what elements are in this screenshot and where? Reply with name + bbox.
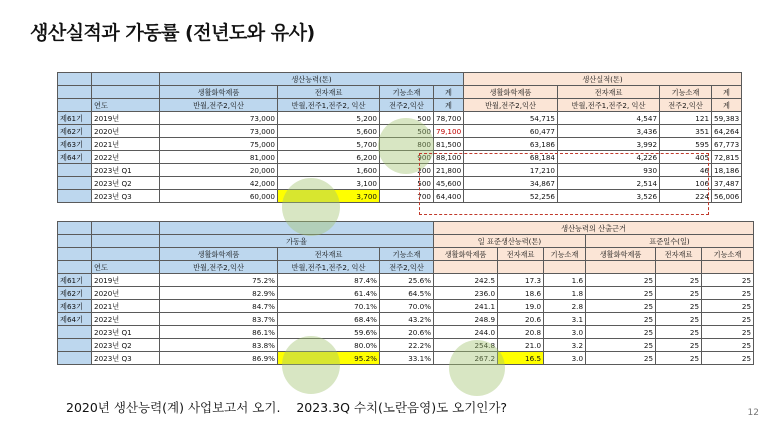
value-cell: 6,200 [278,151,380,164]
year-header: 연도 [92,99,160,112]
year-cell: 2022년 [92,313,160,326]
col-header: 기능소재 [660,86,712,99]
value-cell: 72,815 [712,151,742,164]
value-cell: 21,800 [434,164,464,177]
value-cell: 3.1 [544,313,586,326]
value-cell: 75.2% [160,274,278,287]
blank-header [58,99,92,112]
value-cell: 19.0 [498,300,544,313]
value-cell: 34,867 [464,177,558,190]
group-header-utilization: 가동율 [160,235,434,248]
footnote: 2020년 생산능력(계) 사업보고서 오기. 2023.3Q 수치(노란음영)도 오기인가? [66,400,508,415]
blank-header [58,248,92,261]
value-cell: 68,184 [464,151,558,164]
value-cell: 25 [586,339,656,352]
value-cell: 3,436 [558,125,660,138]
value-cell: 84.7% [160,300,278,313]
value-cell: 21.0 [498,339,544,352]
value-cell: 25 [702,274,754,287]
value-cell: 2,514 [558,177,660,190]
value-cell: 60,000 [160,190,278,203]
col-header: 계 [434,86,464,99]
year-cell: 2022년 [92,151,160,164]
sub-header: 전주2,익산 [380,261,434,274]
table-row [58,287,754,300]
value-cell: 86.9% [160,352,278,365]
group-header-standard-capacity: 일 표준생산능력(톤) [434,235,586,248]
col-header: 전자재료 [278,248,380,261]
blank-header [586,261,656,274]
table-row [58,339,754,352]
value-cell: 18,186 [712,164,742,177]
value-cell: 121 [660,112,712,125]
term-cell: 제62기 [58,287,92,300]
value-cell: 59.6% [278,326,380,339]
value-cell: 60,477 [464,125,558,138]
col-header: 전자재료 [558,86,660,99]
group-header-production: 생산실적(톤) [464,73,742,86]
col-header: 생활화학제품 [160,248,278,261]
year-cell: 2023년 Q1 [92,164,160,177]
value-cell: 25 [586,326,656,339]
value-cell: 224 [660,190,712,203]
value-cell: 500 [380,125,434,138]
value-cell: 86.1% [160,326,278,339]
year-cell: 2020년 [92,125,160,138]
value-cell: 79,100 [434,125,464,138]
value-cell: 64,264 [712,125,742,138]
value-cell: 68.4% [278,313,380,326]
blank-header [58,235,92,248]
sub-header: 반월,전주2,익산 [464,99,558,112]
group-header-capacity: 생산능력(톤) [160,73,464,86]
term-cell: 제61기 [58,274,92,287]
value-cell: 3,100 [278,177,380,190]
value-cell: 25 [656,300,702,313]
term-cell: 제64기 [58,313,92,326]
value-cell: 88,100 [434,151,464,164]
term-cell [58,164,92,177]
value-cell: 95.2% [278,352,380,365]
value-cell: 25 [586,274,656,287]
value-cell: 3.0 [544,352,586,365]
value-cell: 25 [702,352,754,365]
blank-header [58,73,92,86]
value-cell: 20,000 [160,164,278,177]
value-cell: 80.0% [278,339,380,352]
value-cell: 64.5% [380,287,434,300]
value-cell: 500 [380,177,434,190]
term-cell: 제63기 [58,138,92,151]
col-header: 전자재료 [498,248,544,261]
col-header: 생활화학제품 [160,86,278,99]
year-cell: 2023년 Q1 [92,326,160,339]
table-row [58,274,754,287]
term-cell [58,352,92,365]
value-cell: 25 [702,326,754,339]
value-cell: 236.0 [434,287,498,300]
value-cell: 81,000 [160,151,278,164]
blank-header [92,222,160,235]
col-header: 기능소재 [380,86,434,99]
value-cell: 3,526 [558,190,660,203]
value-cell: 500 [380,112,434,125]
value-cell: 700 [380,190,434,203]
value-cell: 25 [586,352,656,365]
value-cell: 241.1 [434,300,498,313]
value-cell: 17.3 [498,274,544,287]
value-cell: 25 [702,300,754,313]
year-cell: 2019년 [92,112,160,125]
value-cell: 70.0% [380,300,434,313]
value-cell: 83.7% [160,313,278,326]
year-cell: 2020년 [92,287,160,300]
sub-header: 전주2,익산 [380,99,434,112]
table-row [58,300,754,313]
blank-header [434,261,498,274]
col-header: 계 [712,86,742,99]
term-cell: 제61기 [58,112,92,125]
value-cell: 56,006 [712,190,742,203]
blank-header [498,261,544,274]
year-cell: 2023년 Q3 [92,352,160,365]
value-cell: 82.9% [160,287,278,300]
col-header: 기능소재 [702,248,754,261]
value-cell: 20.8 [498,326,544,339]
col-header: 기능소재 [544,248,586,261]
value-cell: 20.6% [380,326,434,339]
value-cell: 106 [660,177,712,190]
term-cell [58,339,92,352]
table-row [58,313,754,326]
value-cell: 1,600 [278,164,380,177]
value-cell: 42,000 [160,177,278,190]
highlight-circle-std-capacity-q3 [449,340,505,396]
value-cell: 3,992 [558,138,660,151]
sub-header: 계 [712,99,742,112]
value-cell: 351 [660,125,712,138]
term-cell [58,177,92,190]
value-cell: 3,700 [278,190,380,203]
value-cell: 25 [656,313,702,326]
highlight-circle-electronics-q3 [282,178,340,236]
value-cell: 37,487 [712,177,742,190]
group-header-standard-days: 표준일수(일) [586,235,754,248]
value-cell: 25 [586,300,656,313]
value-cell: 900 [380,151,434,164]
sub-header: 반월,전주1,전주2, 익산 [278,99,380,112]
value-cell: 20.6 [498,313,544,326]
utilization-table [57,221,754,365]
value-cell: 54,715 [464,112,558,125]
col-header: 생활화학제품 [434,248,498,261]
year-header: 연도 [92,261,160,274]
year-cell: 2023년 Q3 [92,190,160,203]
page-number: 12 [747,408,759,418]
col-header: 전자재료 [656,248,702,261]
value-cell: 595 [660,138,712,151]
value-cell: 63,186 [464,138,558,151]
value-cell: 25 [702,313,754,326]
col-header: 생활화학제품 [586,248,656,261]
sub-header: 전주2,익산 [660,99,712,112]
value-cell: 81,500 [434,138,464,151]
value-cell: 46 [660,164,712,177]
value-cell: 242.5 [434,274,498,287]
sub-header: 반월,전주2,익산 [160,261,278,274]
value-cell: 4,226 [558,151,660,164]
value-cell: 25 [656,339,702,352]
value-cell: 73,000 [160,125,278,138]
value-cell: 25 [586,287,656,300]
year-cell: 2019년 [92,274,160,287]
value-cell: 87.4% [278,274,380,287]
term-cell [58,326,92,339]
value-cell: 25 [656,352,702,365]
value-cell: 52,256 [464,190,558,203]
blank-header [58,86,92,99]
value-cell: 25 [702,339,754,352]
value-cell: 1.6 [544,274,586,287]
col-header: 기능소재 [380,248,434,261]
table-row [58,352,754,365]
value-cell: 2.8 [544,300,586,313]
sub-header: 계 [434,99,464,112]
term-cell: 제62기 [58,125,92,138]
value-cell: 22.2% [380,339,434,352]
value-cell: 1.8 [544,287,586,300]
value-cell: 45,600 [434,177,464,190]
table-row [58,326,754,339]
value-cell: 200 [380,164,434,177]
value-cell: 25.6% [380,274,434,287]
year-cell: 2021년 [92,300,160,313]
year-cell: 2023년 Q2 [92,339,160,352]
year-cell: 2021년 [92,138,160,151]
col-header: 생활화학제품 [464,86,558,99]
value-cell: 244.0 [434,326,498,339]
col-header: 전자재료 [278,86,380,99]
value-cell: 3.0 [544,326,586,339]
value-cell: 930 [558,164,660,177]
value-cell: 4,547 [558,112,660,125]
value-cell: 83.8% [160,339,278,352]
blank-header [58,261,92,274]
value-cell: 248.9 [434,313,498,326]
blank-header [92,235,160,248]
sub-header: 반월,전주1,전주2, 익산 [278,261,380,274]
value-cell: 800 [380,138,434,151]
value-cell: 64,400 [434,190,464,203]
value-cell: 3.2 [544,339,586,352]
value-cell: 73,000 [160,112,278,125]
value-cell: 16.5 [498,352,544,365]
group-header-basis: 생산능력의 산출근거 [434,222,754,235]
value-cell: 405 [660,151,712,164]
blank-header [58,222,92,235]
blank-header [544,261,586,274]
term-cell [58,190,92,203]
value-cell: 267.2 [434,352,498,365]
value-cell: 75,000 [160,138,278,151]
sub-header: 반월,전주1,전주2, 익산 [558,99,660,112]
blank-header [656,261,702,274]
value-cell: 67,773 [712,138,742,151]
term-cell: 제64기 [58,151,92,164]
value-cell: 61.4% [278,287,380,300]
term-cell: 제63기 [58,300,92,313]
dashed-annotation-box [419,153,709,215]
value-cell: 5,600 [278,125,380,138]
value-cell: 25 [656,326,702,339]
year-cell: 2023년 Q2 [92,177,160,190]
value-cell: 33.1% [380,352,434,365]
value-cell: 25 [656,274,702,287]
value-cell: 17,210 [464,164,558,177]
value-cell: 5,200 [278,112,380,125]
blank-header [92,86,160,99]
sub-header: 반월,전주2,익산 [160,99,278,112]
value-cell: 70.1% [278,300,380,313]
value-cell: 78,700 [434,112,464,125]
value-cell: 25 [702,287,754,300]
value-cell: 59,383 [712,112,742,125]
value-cell: 18.6 [498,287,544,300]
value-cell: 43.2% [380,313,434,326]
page-title: 생산실적과 가동률 (전년도와 유사) [30,22,315,44]
highlight-circle-utilization-q3 [282,336,340,394]
blank-header [92,73,160,86]
value-cell: 254.8 [434,339,498,352]
blank-header [702,261,754,274]
value-cell: 5,700 [278,138,380,151]
value-cell: 25 [586,313,656,326]
value-cell: 25 [656,287,702,300]
blank-header [92,248,160,261]
